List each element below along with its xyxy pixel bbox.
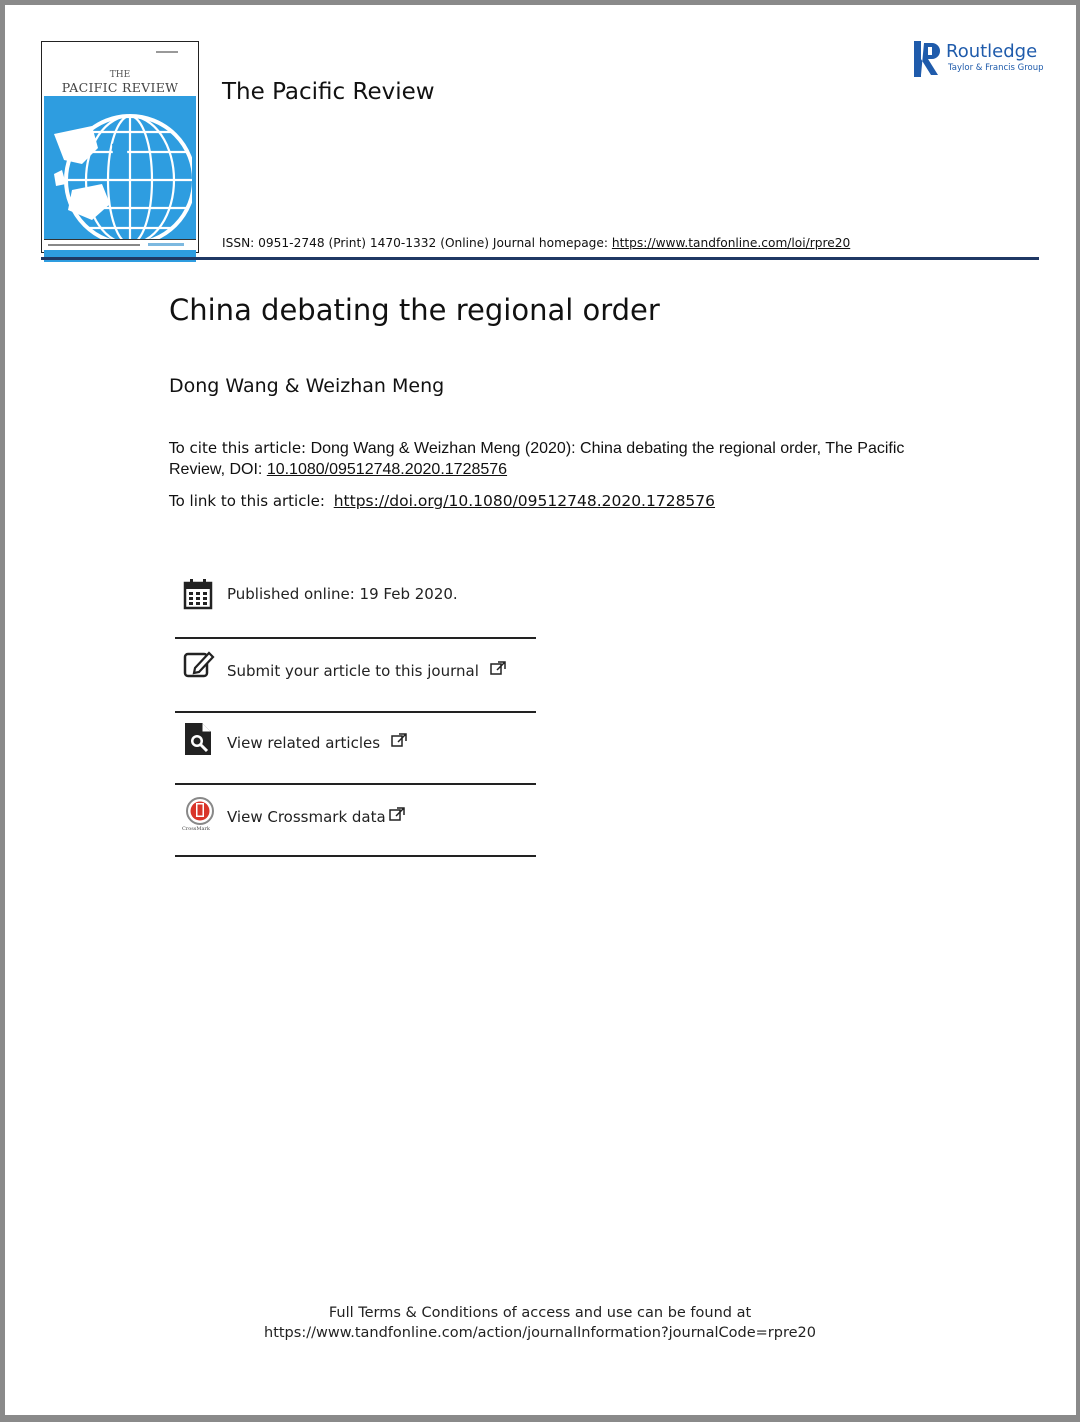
cover-globe-art xyxy=(44,96,196,262)
external-link-icon xyxy=(391,733,407,747)
divider xyxy=(175,637,536,639)
cover-title: PACIFIC REVIEW xyxy=(61,80,179,95)
divider xyxy=(175,855,536,857)
issn-text: ISSN: 0951-2748 (Print) 1470-1332 (Online) Journal homepage: xyxy=(222,236,609,250)
document-search-icon xyxy=(183,722,213,756)
external-link-icon xyxy=(490,661,506,675)
divider xyxy=(175,711,536,713)
divider xyxy=(175,783,536,785)
terms-footer xyxy=(0,1303,1080,1343)
citation-block xyxy=(169,438,929,480)
cite-doi-link[interactable]: 10.1080/09512748.2020.1728576 xyxy=(266,461,508,478)
routledge-logo-icon xyxy=(914,41,944,77)
published-date: Published online: 19 Feb 2020. xyxy=(227,585,458,603)
article-authors: Dong Wang & Weizhan Meng xyxy=(169,375,445,397)
journal-title: The Pacific Review xyxy=(222,79,435,105)
crossmark-row[interactable] xyxy=(175,796,537,836)
cite-text: Dong Wang & Weizhan Meng (2020): China debating the regional order, The Pacific Review, DOI: xyxy=(169,440,905,478)
terms-text: Full Terms & Conditions of access and use can be found at xyxy=(328,1305,752,1321)
globe-icon xyxy=(52,104,192,254)
external-link-icon xyxy=(389,807,405,821)
journal-homepage-link[interactable]: https://www.tandfonline.com/loi/rpre20 xyxy=(611,236,851,250)
submit-article-label: Submit your article to this journal xyxy=(227,662,479,680)
publisher-subtitle: Taylor & Francis Group xyxy=(948,63,1044,73)
related-articles-label: View related articles xyxy=(227,734,381,752)
article-link-line xyxy=(169,492,715,510)
journal-cover-image xyxy=(41,41,199,253)
cover-the-label: THE xyxy=(109,70,131,80)
issn-line xyxy=(222,236,850,250)
related-articles-row[interactable] xyxy=(175,722,537,758)
submit-article-row[interactable] xyxy=(175,650,537,686)
article-title: China debating the regional order xyxy=(169,293,660,327)
calendar-icon xyxy=(183,578,213,610)
crossmark-logo-text: CrossMark xyxy=(182,826,210,832)
article-doi-link[interactable]: https://doi.org/10.1080/09512748.2020.1728576 xyxy=(333,492,716,510)
publisher-name: Routledge xyxy=(946,41,1038,62)
header-rule xyxy=(41,257,1039,260)
published-row xyxy=(175,578,537,612)
terms-url[interactable]: https://www.tandfonline.com/action/journalInformation?journalCode=rpre20 xyxy=(264,1325,816,1341)
crossmark-label: View Crossmark data xyxy=(227,808,386,826)
cite-label: To cite this article: xyxy=(169,439,307,457)
link-label: To link to this article: xyxy=(169,492,325,510)
edit-icon xyxy=(183,650,215,680)
